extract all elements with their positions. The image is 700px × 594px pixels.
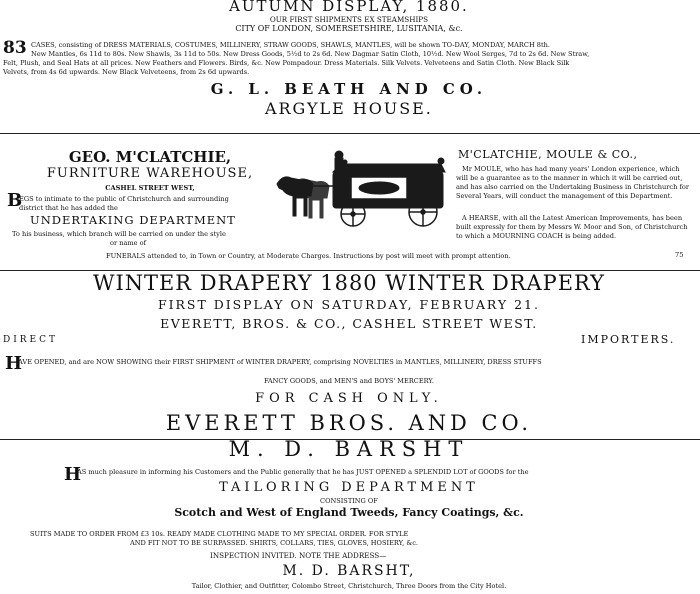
barsht-name-small: M. D. BARSHT, <box>282 563 416 579</box>
mclatchie-right-5: A HEARSE, with all the Latest American Improvements, has been <box>462 214 683 222</box>
beath-big-number: 83 <box>3 38 27 58</box>
everett-body-line-2: FANCY GOODS, and MEN'S and BOYS' MERCERY. <box>263 377 434 385</box>
everett-first-display: FIRST DISPLAY ON SATURDAY, FEBRUARY 21. <box>157 297 540 312</box>
mclatchie-line-4: or name of <box>110 239 147 247</box>
mclatchie-department: UNDERTAKING DEPARTMENT <box>30 213 236 227</box>
mclatchie-street: CASHEL STREET WEST, <box>105 184 195 192</box>
everett-cash-only: FOR CASH ONLY. <box>255 391 443 406</box>
mclatchie-right-1: Mr MOULE, who has had many years' London experience, which <box>462 165 680 173</box>
beath-body-line-2: New Mantles, 6s 11d to 80s. New Shawls, 3s 11d to 50s. New Dress Goods, 5½d to 2s 6d. New Dagmar Satin Cloth, 10½d. New Wool Serges, 7d to 2s 6d. New Straw, <box>31 50 590 58</box>
mclatchie-name: GEO. M'CLATCHIE, <box>68 148 232 166</box>
barsht-name: M. D. BARSHT <box>228 437 470 461</box>
beath-house-name: ARGYLE HOUSE. <box>265 99 433 118</box>
mclatchie-funerals: FUNERALS attended to, in Town or Country, at Moderate Charges. Instructions by post will meet with prompt attention. <box>106 252 511 260</box>
mclatchie-intro-1: EGS to intimate to the public of Christchurch and surrounding <box>19 195 229 203</box>
mclatchie-business: FURNITURE WAREHOUSE, <box>46 166 254 181</box>
mclatchie-right-4: Several Years, will conduct the management of this Department. <box>456 192 673 200</box>
everett-body-line-1: AVE OPENED, and are NOW SHOWING their FIRST SHIPMENT of WINTER DRAPERY, comprising NOVELTIES in MANTLES, MILLINERY, DRESS STUFFS <box>18 358 542 366</box>
barsht-consisting: CONSISTING OF <box>320 497 378 505</box>
barsht-footer-address: Tailor, Clothier, and Outfitter, Colombo Street, Christchurch, Three Doors from the City Hotel. <box>191 582 507 590</box>
hearse-illustration-icon <box>273 146 451 228</box>
barsht-drop-letter: H <box>64 464 82 485</box>
divider-1 <box>0 133 700 134</box>
everett-headline: WINTER DRAPERY 1880 WINTER DRAPERY <box>92 271 605 295</box>
mclatchie-ref-number: 75 <box>675 251 684 259</box>
mclatchie-right-title: M'CLATCHIE, MOULE & CO., <box>458 148 638 161</box>
mclatchie-intro-2: district that he has added the <box>19 204 118 212</box>
mclatchie-drop-letter: B <box>7 190 23 211</box>
everett-firm-street: EVERETT, BROS. & CO., CASHEL STREET WEST. <box>160 316 538 331</box>
mclatchie-right-2: will be a guarantee as to the manner in which it will be carried out, <box>456 174 683 182</box>
beath-subtitle-1: OUR FIRST SHIPMENTS EX STEAMSHIPS <box>269 15 429 24</box>
beath-firm-name: G. L. BEATH AND CO. <box>210 80 488 98</box>
everett-drop-letter: H <box>5 353 23 374</box>
barsht-department: TAILORING DEPARTMENT <box>219 480 479 495</box>
beath-body-line-3: Felt, Plush, and Seal Hats at all prices. New Feathers and Flowers. Birds, &c. New Pompadour. Dress Materials. Silk Velvets. Velveteens and Satin Cloth. New Black Silk <box>3 59 570 67</box>
beath-body-line-1: CASES, consisting of DRESS MATERIALS, COSTUMES, MILLINERY, STRAW GOODS, SHAWLS, MANTLES, will be shown TO-DAY, MONDAY, MARCH 8th. <box>31 41 550 49</box>
mclatchie-line-3: To his business, which branch will be carried on under the style <box>12 230 226 238</box>
barsht-intro: AS much pleasure in informing his Customers and the Public generally that he has JUST OPENED a SPLENDID LOT of GOODS for the <box>77 468 529 476</box>
barsht-suits-line-1: SUITS MADE TO ORDER FROM £3 10s. READY MADE CLOTHING MADE TO MY SPECIAL ORDER. FOR STYLE <box>30 530 409 538</box>
mclatchie-right-3: and has also carried on the Undertaking Business in Christchurch for <box>456 183 690 191</box>
barsht-tweeds: Scotch and West of England Tweeds, Fancy Coatings, &c. <box>174 506 524 519</box>
barsht-suits-line-2: AND FIT NOT TO BE SURPASSED. SHIRTS, COLLARS, TIES, GLOVES, HOSIERY, &c. <box>130 539 418 547</box>
everett-importers: IMPORTERS. <box>581 333 676 346</box>
beath-body-line-4: Velvets, from 4s 6d upwards. New Black Velveteens, from 2s 6d upwards. <box>3 68 250 76</box>
beath-title: AUTUMN DISPLAY, 1880. <box>229 0 469 15</box>
everett-direct: DIRECT <box>3 335 59 345</box>
mclatchie-right-7: to which a MOURNING COACH is being added. <box>456 232 617 240</box>
beath-subtitle-2: CITY OF LONDON, SOMERSETSHIRE, LUSITANIA, &c. <box>235 24 463 33</box>
barsht-inspection: INSPECTION INVITED. NOTE THE ADDRESS— <box>210 551 387 560</box>
everett-firm-name: EVERETT BROS. AND CO. <box>165 411 533 435</box>
mclatchie-right-6: built expressly for them by Messrs W. Moor and Son, of Christchurch <box>456 223 688 231</box>
